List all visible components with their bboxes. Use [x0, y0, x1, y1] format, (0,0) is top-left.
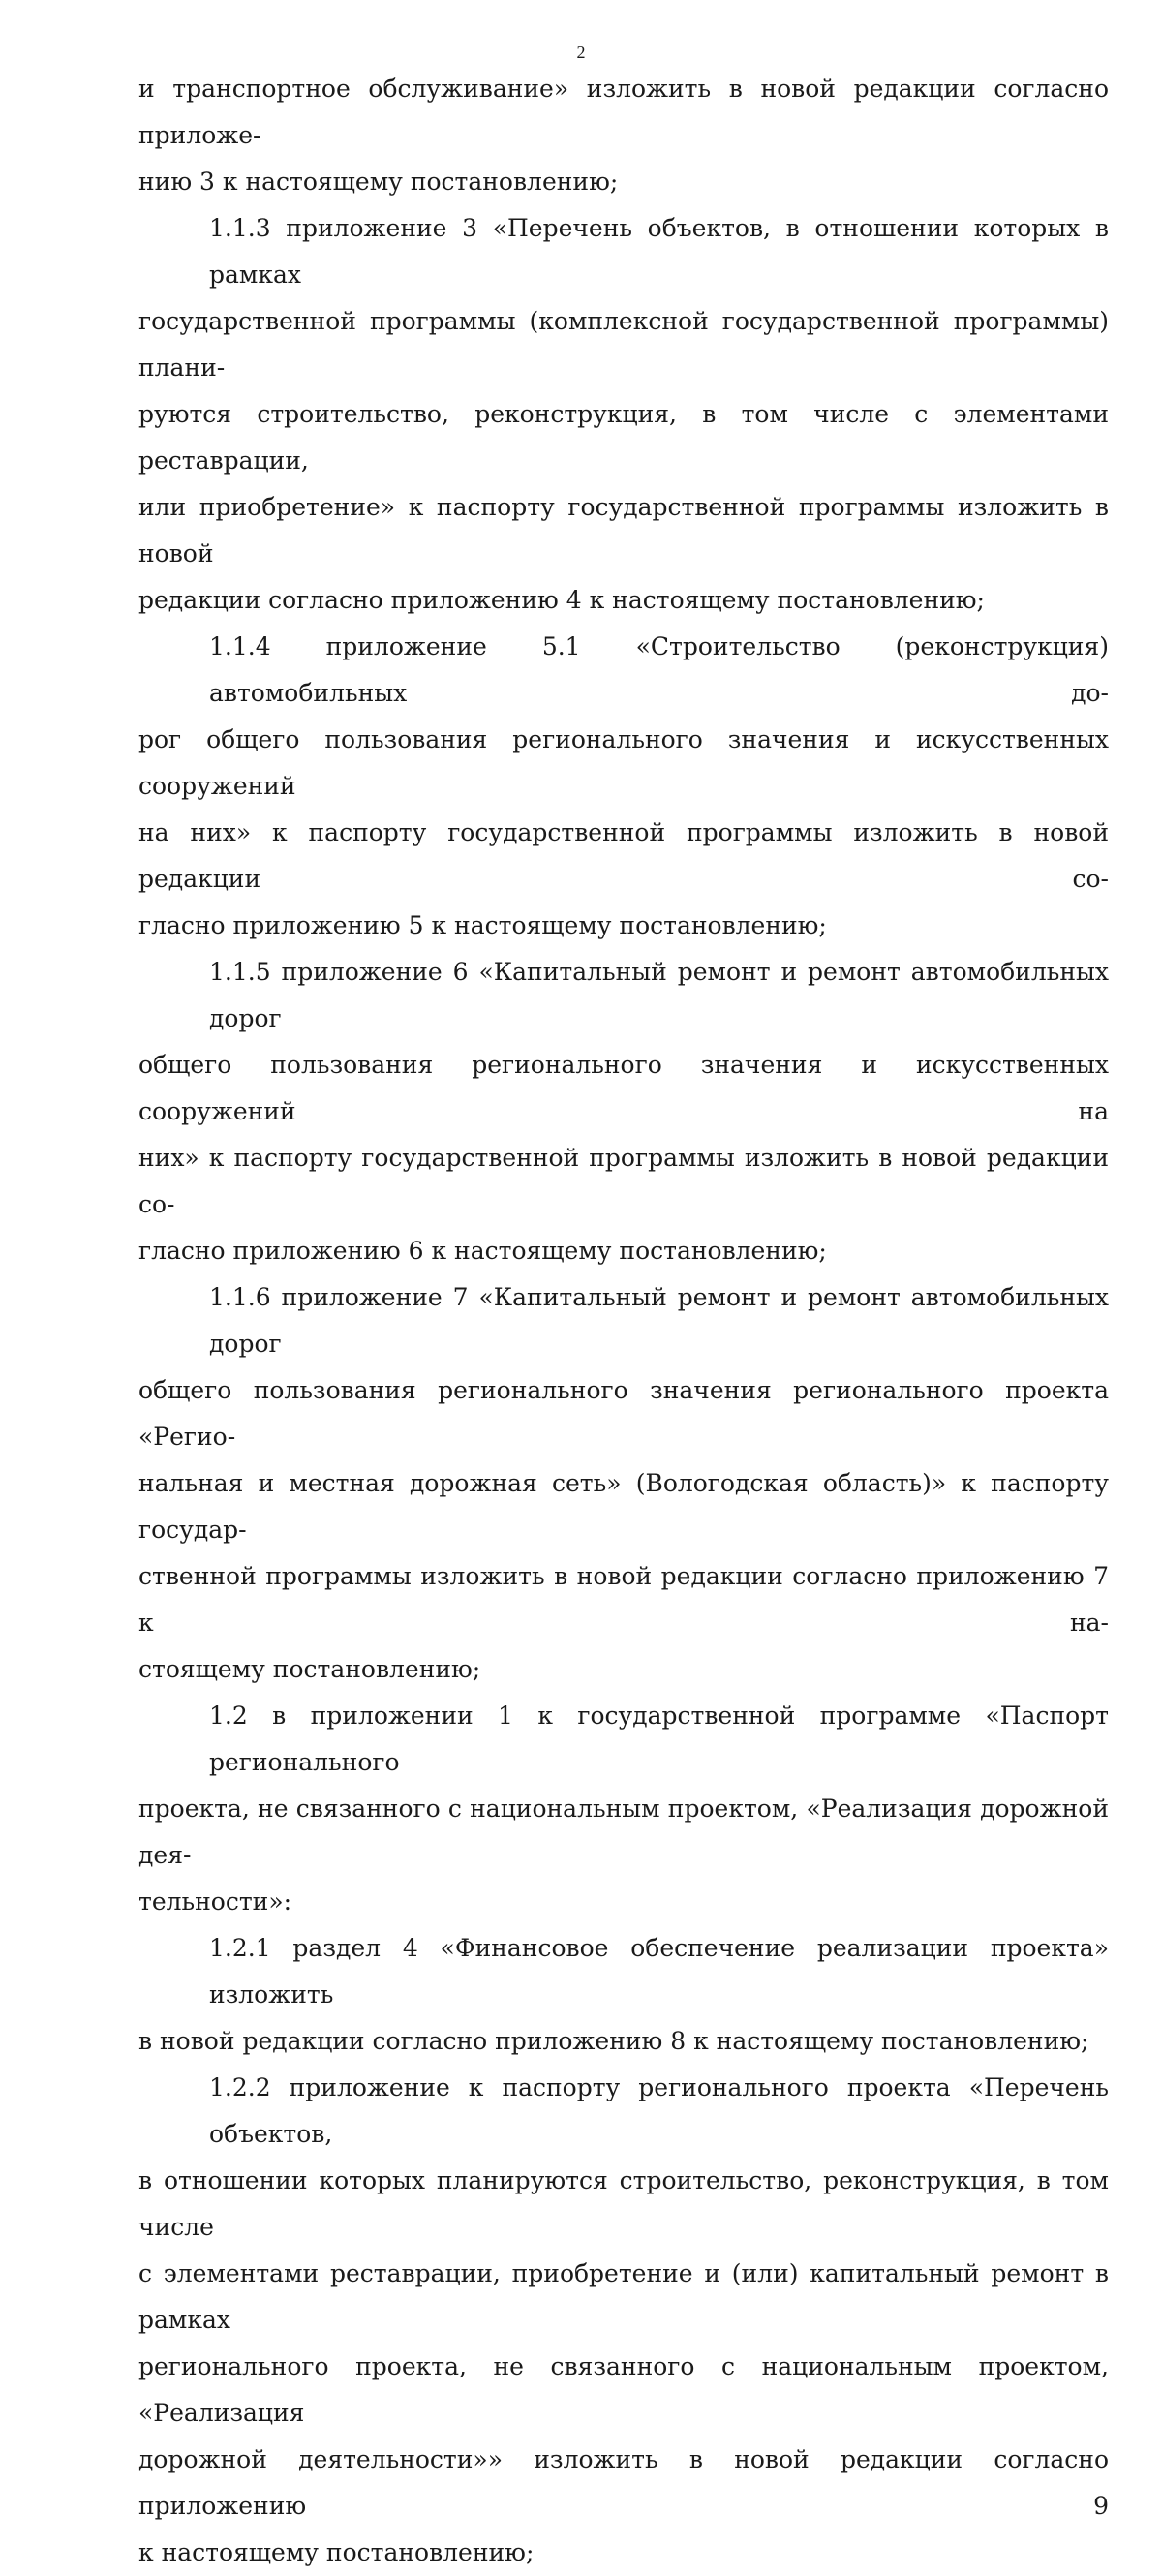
text-line: 1.1.3 приложение 3 «Перечень объектов, в отношении которых в рамках	[209, 214, 1109, 289]
text-line: государственной программы (комплексной государственной программы) плани-	[138, 307, 1109, 382]
text-line: 1.1.6 приложение 7 «Капитальный ремонт и ремонт автомобильных дорог	[209, 1283, 1109, 1358]
paragraph	[138, 205, 1109, 624]
text-line: проекта, не связанного с национальным проектом, «Реализация дорожной дея-	[138, 1794, 1109, 1869]
text-line: них» к паспорту государственной программы изложить в новой редакции со-	[138, 1144, 1109, 1218]
text-line: стоящему постановлению;	[138, 1655, 481, 1683]
text-line: нию 3 к настоящему постановлению;	[138, 168, 619, 196]
text-line: гласно приложению 5 к настоящему постановлению;	[138, 911, 827, 939]
text-line: тельности»:	[138, 1887, 292, 1916]
text-line: к настоящему постановлению;	[138, 2538, 535, 2566]
text-line: редакции согласно приложению 4 к настоящему постановлению;	[138, 586, 985, 614]
text-line: рог общего пользования регионального значения и искусственных сооружений	[138, 725, 1109, 800]
paragraph	[138, 949, 1109, 1274]
text-line: гласно приложению 6 к настоящему постановлению;	[138, 1237, 827, 1265]
text-line: 1.2.2 приложение к паспорту регионального проекта «Перечень объектов,	[209, 2073, 1109, 2148]
text-line: общего пользования регионального значения регионального проекта «Регио-	[138, 1376, 1109, 1451]
paragraph	[138, 1925, 1109, 2065]
paragraph	[138, 624, 1109, 949]
text-line: ственной программы изложить в новой редакции согласно приложению 7 к на-	[138, 1562, 1109, 1637]
text-line: на них» к паспорту государственной программы изложить в новой редакции со-	[138, 818, 1109, 893]
text-line: регионального проекта, не связанного с национальным проектом, «Реализация	[138, 2352, 1109, 2427]
text-line: общего пользования регионального значения и искусственных сооружений на	[138, 1051, 1109, 1125]
text-line: в новой редакции согласно приложению 8 к настоящему постановлению;	[138, 2027, 1089, 2055]
page-number: 2	[576, 43, 586, 62]
paragraph	[138, 66, 1109, 205]
text-line: 1.2.1 раздел 4 «Финансовое обеспечение реализации проекта» изложить	[209, 1934, 1109, 2009]
text-line: в отношении которых планируются строительство, реконструкция, в том числе	[138, 2166, 1109, 2241]
text-line: или приобретение» к паспорту государственной программы изложить в новой	[138, 493, 1109, 567]
text-line: с элементами реставрации, приобретение и (или) капитальный ремонт в рамках	[138, 2259, 1109, 2334]
text-line: руются строительство, реконструкция, в том числе с элементами реставрации,	[138, 400, 1109, 475]
document-body	[138, 66, 1109, 2576]
text-line: дорожной деятельности»» изложить в новой редакции согласно приложению 9	[138, 2445, 1109, 2520]
text-line: и транспортное обслуживание» изложить в новой редакции согласно приложе-	[138, 75, 1109, 149]
paragraph	[138, 2065, 1109, 2576]
text-line: 1.2 в приложении 1 к государственной программе «Паспорт регионального	[209, 1702, 1109, 1776]
text-line: 1.1.5 приложение 6 «Капитальный ремонт и ремонт автомобильных дорог	[209, 958, 1109, 1032]
text-line: 1.1.4 приложение 5.1 «Строительство (реконструкция) автомобильных до-	[209, 632, 1109, 707]
text-line: нальная и местная дорожная сеть» (Вологодская область)» к паспорту государ-	[138, 1469, 1109, 1544]
paragraph	[138, 1274, 1109, 1693]
paragraph	[138, 1693, 1109, 1925]
